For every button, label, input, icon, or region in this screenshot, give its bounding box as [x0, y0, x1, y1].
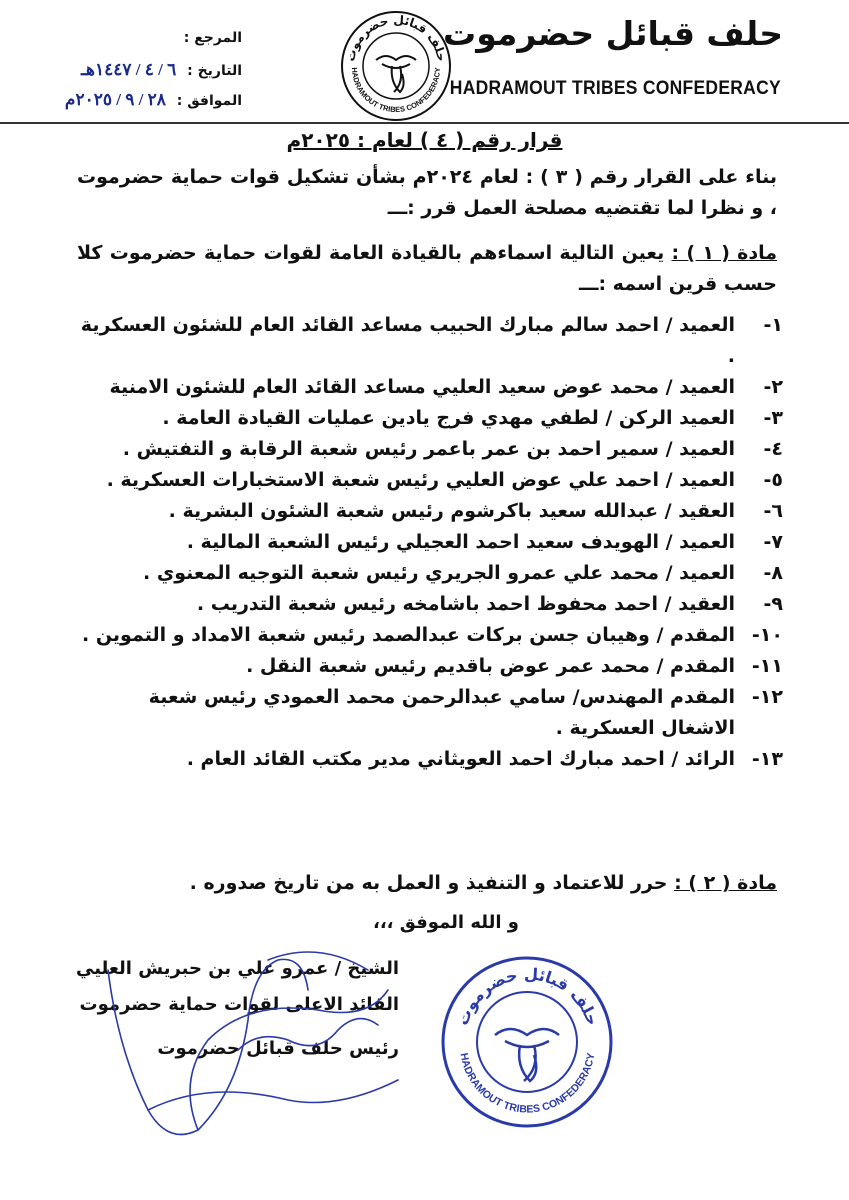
svg-text:HADRAMOUT TRIBES CONFEDERACY — [457, 1052, 597, 1116]
item-text: العميد الركن / لطفي مهدي فرج يادين عمليات القيادة العامة . — [162, 407, 735, 429]
hijri-date-label: التاريخ : — [187, 63, 242, 79]
item-text: العميد / الهويدف سعيد احمد العجيلي رئيس الشعبة المالية . — [186, 531, 735, 553]
item-text: المقدم المهندس/ سامي عبدالرحمن محمد العمودي رئيس شعبة الاشغال العسكرية . — [148, 686, 735, 739]
header-divider — [0, 122, 849, 124]
item-number: ١٠- — [751, 624, 783, 646]
reference-field — [32, 30, 242, 46]
signatory-role-1: القائد الاعلى لقوات حماية حضرموت — [79, 994, 399, 1015]
list-item — [71, 465, 783, 496]
article-2-label: مادة ( ٢ ) : — [674, 872, 777, 894]
hijri-date-field — [32, 60, 242, 80]
signatory-role-2: رئيس حلف قبائل حضرموت — [157, 1038, 399, 1059]
item-text: العميد / محمد علي عمرو الجريري رئيس شعبة التوجيه المعنوي . — [143, 562, 735, 584]
item-text: العميد / احمد علي عوض العليي رئيس شعبة الاستخبارات العسكرية . — [106, 469, 735, 491]
article-2-text: حرر للاعتماد و التنفيذ و العمل به من تاريخ صدوره . — [189, 872, 668, 894]
item-number: ٩- — [763, 593, 783, 615]
official-stamp — [440, 955, 615, 1130]
decree-title: قرار رقم ( ٤ ) لعام : ٢٠٢٥م — [286, 128, 563, 152]
item-text: العميد / محمد عوض سعيد العليي مساعد القائد العام للشئون الامنية — [109, 376, 735, 398]
item-number: ٢- — [763, 376, 783, 398]
article-1-label: مادة ( ١ ) : — [671, 242, 778, 264]
logo-text-ar: حلف قبائل حضرموت — [343, 12, 449, 63]
item-text: العميد / سمير احمد بن عمر باعمر رئيس شعبة الرقابة و التفتيش . — [122, 438, 735, 460]
item-text: العقيد / عبدالله سعيد باكرشوم رئيس شعبة الشئون البشرية . — [168, 500, 735, 522]
confederacy-logo — [340, 10, 452, 122]
item-text: الرائد / احمد مبارك احمد العويثاني مدير مكتب القائد العام . — [186, 748, 735, 770]
org-name-english: HADRAMOUT TRIBES CONFEDERACY — [449, 78, 781, 99]
list-item — [71, 372, 783, 403]
article-2 — [77, 868, 777, 899]
org-name-arabic: حلف قبائل حضرموت — [443, 14, 783, 53]
appointments-list — [71, 310, 783, 775]
list-item — [71, 682, 783, 744]
item-number: ٧- — [763, 531, 783, 553]
item-number: ١٢- — [751, 686, 783, 708]
item-number: ٨- — [763, 562, 783, 584]
list-item — [71, 744, 783, 775]
item-number: ٤- — [763, 438, 783, 460]
handshake-dagger-icon — [376, 56, 416, 92]
closing-phrase: و الله الموفق ،،، — [373, 912, 519, 933]
logo-text-en: HADRAMOUT TRIBES CONFEDERACY — [349, 67, 443, 115]
item-number: ٥- — [763, 469, 783, 491]
list-item — [71, 558, 783, 589]
item-text: المقدم / محمد عمر عوض باقديم رئيس شعبة النقل . — [246, 655, 735, 677]
item-number: ١١- — [751, 655, 783, 677]
hijri-date-value: ٦ / ٤ / ١٤٤٧هـ — [80, 60, 177, 79]
article-1-text: يعين التالية اسماءهم بالقيادة العامة لقوات حماية حضرموت كلا حسب قرين اسمه :ـــ — [77, 242, 777, 295]
list-item — [71, 403, 783, 434]
stamp-handshake-dagger-icon — [495, 1029, 559, 1081]
list-item — [71, 651, 783, 682]
list-item — [71, 620, 783, 651]
article-1 — [77, 238, 777, 300]
list-item — [71, 496, 783, 527]
item-text: العقيد / احمد محفوظ احمد باشامخه رئيس شعبة التدريب . — [196, 593, 735, 615]
handwritten-signature — [88, 930, 418, 1150]
signatory-name: الشيخ / عمرو علي بن حبريش العليي — [75, 958, 399, 979]
gregorian-date-value: ٢٨ / ٩ / ٢٠٢٥م — [64, 90, 166, 109]
gregorian-date-field — [32, 90, 242, 110]
gregorian-date-label: الموافق : — [176, 93, 242, 109]
svg-text:حلف قبائل حضرموت — [343, 13, 449, 63]
svg-text:حلف قبائل حضرموت — [453, 964, 603, 1028]
item-number: ١- — [763, 314, 783, 336]
list-item — [71, 434, 783, 465]
item-number: ١٣- — [751, 748, 783, 770]
item-text: المقدم / وهيبان جسن بركات عبدالصمد رئيس شعبة الامداد و التموين . — [81, 624, 735, 646]
list-item — [71, 527, 783, 558]
stamp-text-ar: حلف قبائل حضرموت — [452, 964, 603, 1028]
list-item — [71, 589, 783, 620]
reference-label: المرجع : — [183, 30, 242, 46]
decree-preamble: بناء على القرار رقم ( ٣ ) : لعام ٢٠٢٤م بشأن تشكيل قوات حماية حضرموت ، و نظرا لما تقتضيه مصلحة العمل قرر :ـــ — [77, 166, 778, 219]
list-item — [71, 310, 783, 372]
stamp-text-en: HADRAMOUT TRIBES CONFEDERACY — [457, 1051, 598, 1116]
item-number: ٦- — [763, 500, 783, 522]
item-number: ٣- — [763, 407, 783, 429]
item-text: العميد / احمد سالم مبارك الحبيب مساعد القائد العام للشئون العسكرية . — [80, 314, 735, 367]
